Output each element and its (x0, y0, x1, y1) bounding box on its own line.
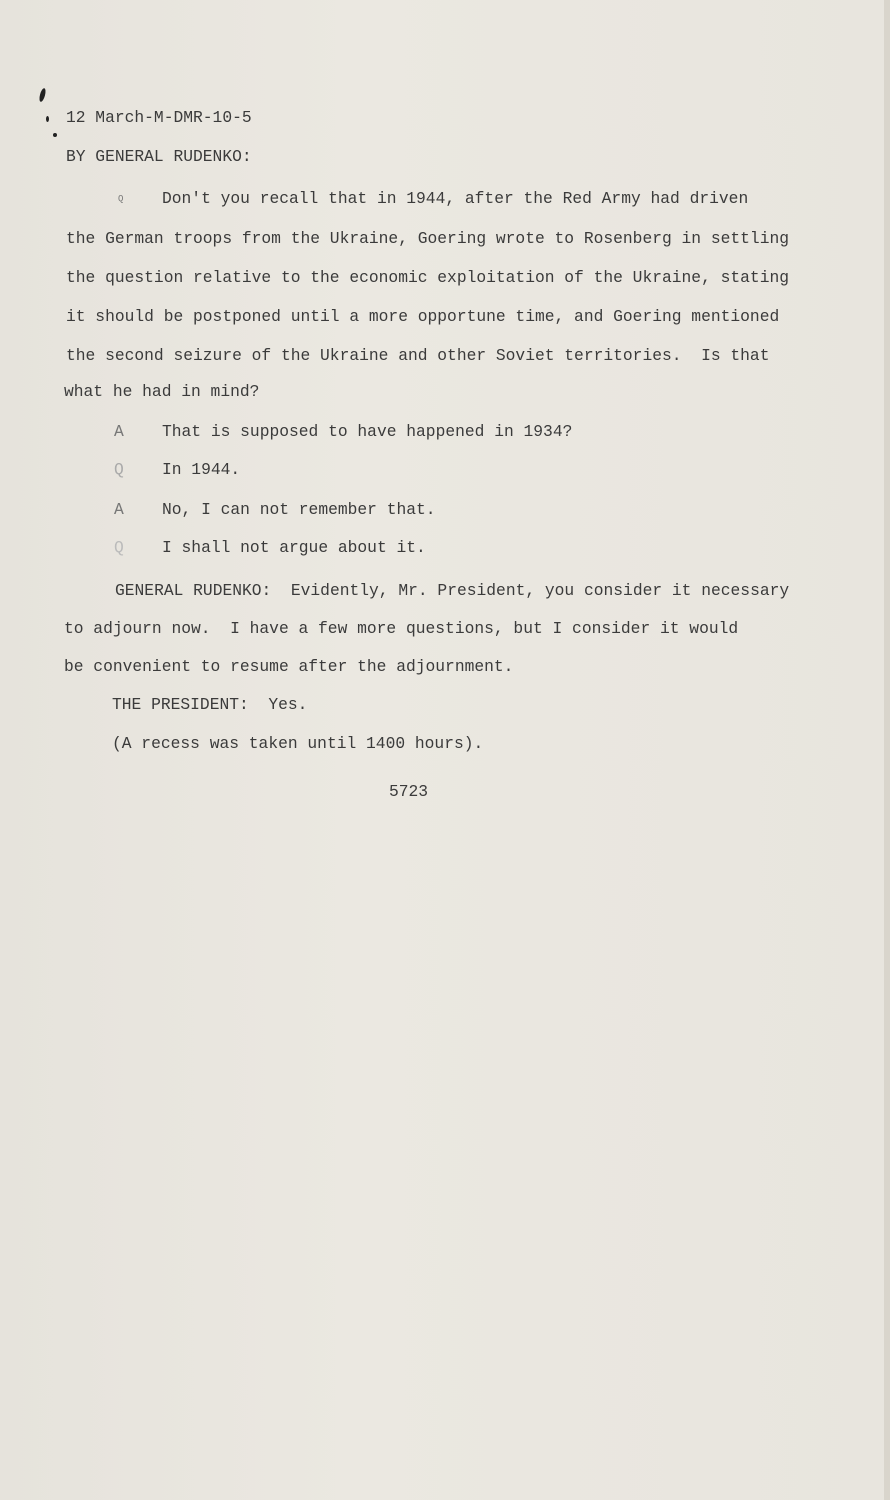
question-line: it should be postponed until a more opportune time, and Goering mentioned (66, 307, 780, 326)
question-label: Q (114, 538, 124, 557)
answer-label: A (114, 500, 124, 519)
question-line: the question relative to the economic exploitation of the Ukraine, stating (66, 268, 790, 287)
question-label: Q (114, 460, 124, 479)
recess-note: (A recess was taken until 1400 hours). (112, 734, 484, 753)
question-line: the second seizure of the Ukraine and other Soviet territories. Is that (66, 346, 770, 365)
question-text: In 1944. (162, 460, 241, 479)
answer-text: No, I can not remember that. (162, 500, 436, 519)
question-line: Don't you recall that in 1944, after the Red Army had driven (162, 189, 749, 208)
ink-mark (53, 133, 57, 137)
rudenko-line: to adjourn now. I have a few more questions, but I consider it would (64, 619, 739, 638)
question-label: Q (118, 194, 124, 204)
page-number: 5723 (389, 782, 429, 801)
ink-mark (46, 116, 49, 122)
page-edge (884, 0, 890, 1500)
question-text: I shall not argue about it. (162, 538, 426, 557)
document-reference: 12 March-M-DMR-10-5 (66, 108, 252, 127)
rudenko-line: be convenient to resume after the adjournment. (64, 657, 514, 676)
speaker-heading: BY GENERAL RUDENKO: (66, 147, 252, 166)
question-line: what he had in mind? (64, 382, 260, 401)
ink-mark (38, 88, 46, 103)
rudenko-line: GENERAL RUDENKO: Evidently, Mr. President, you consider it necessary (115, 581, 790, 600)
answer-label: A (114, 422, 124, 441)
president-line: THE PRESIDENT: Yes. (112, 695, 308, 714)
question-line: the German troops from the Ukraine, Goering wrote to Rosenberg in settling (66, 229, 790, 248)
answer-text: That is supposed to have happened in 1934? (162, 422, 573, 441)
